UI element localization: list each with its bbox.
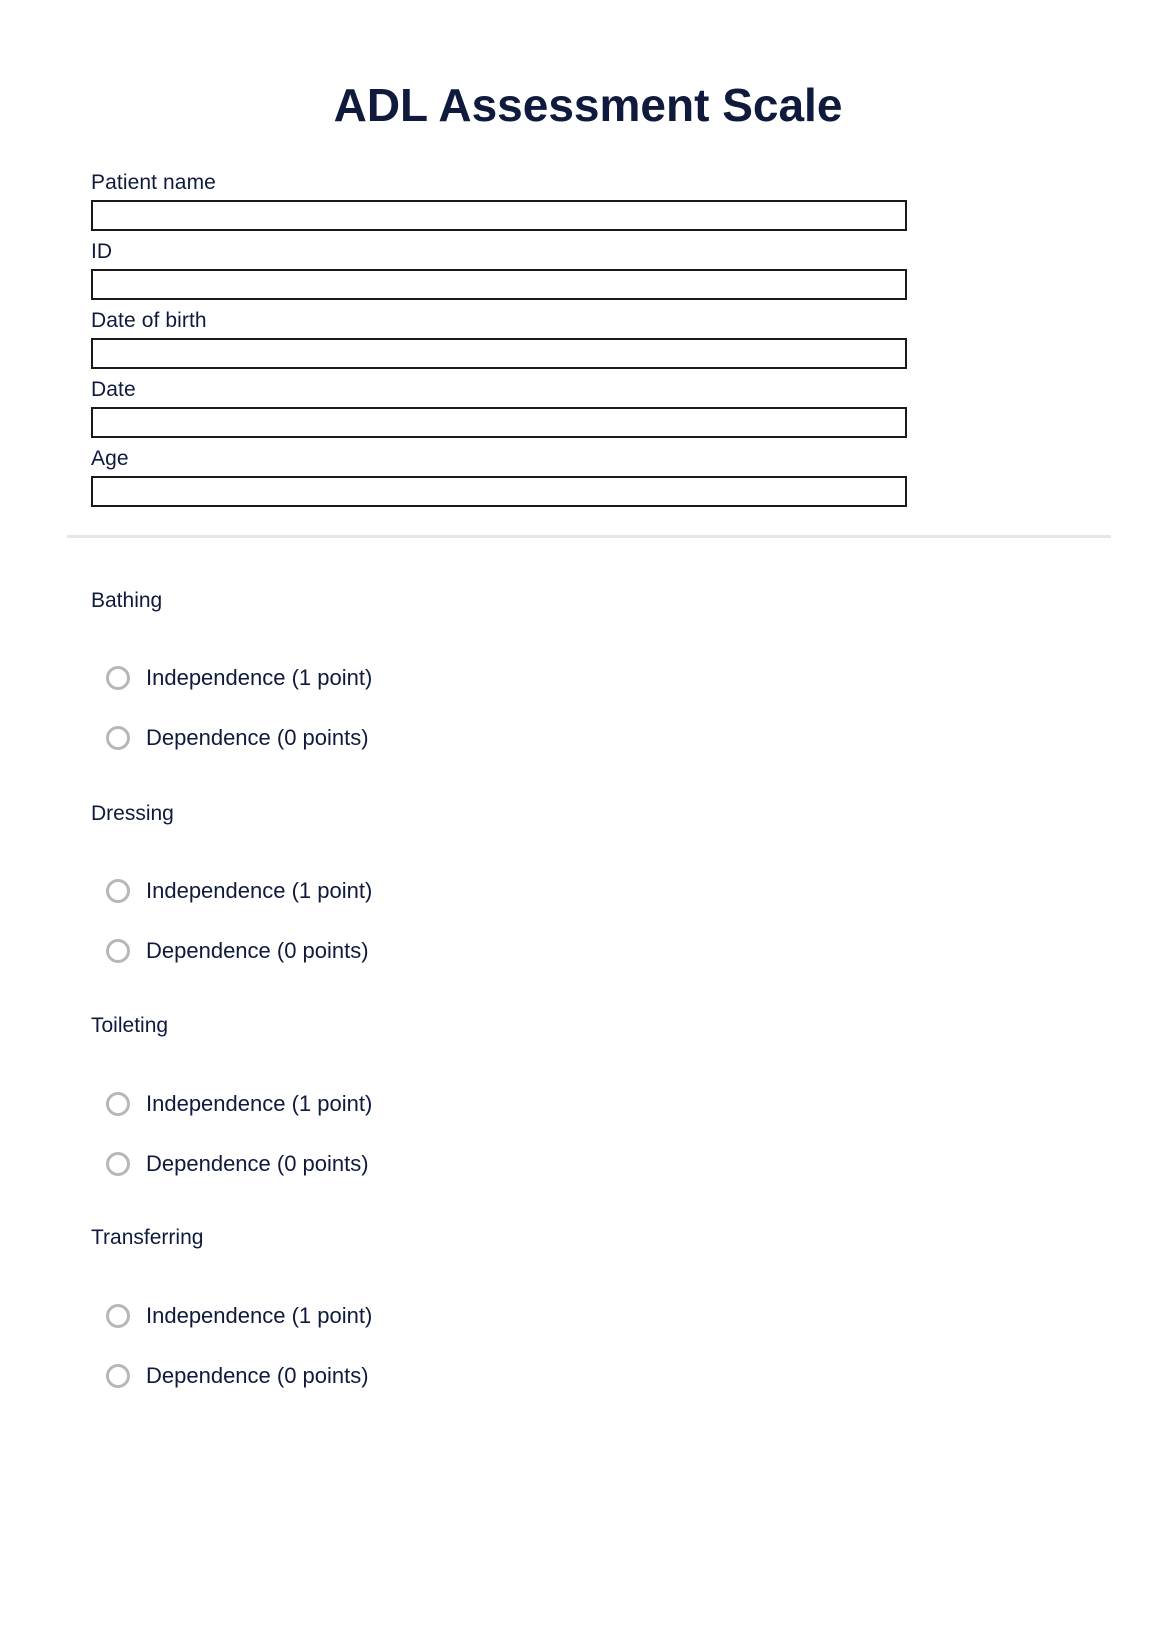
date-of-birth-label: Date of birth	[91, 309, 207, 332]
patient-name-field	[91, 171, 907, 231]
section-title-transferring: Transferring	[91, 1226, 204, 1249]
date-input[interactable]	[91, 407, 907, 438]
option-label: Dependence (0 points)	[146, 1151, 369, 1176]
option-label: Dependence (0 points)	[146, 938, 369, 963]
date-field	[91, 378, 907, 438]
option-label: Independence (1 point)	[146, 665, 373, 690]
radio-button[interactable]	[106, 879, 130, 903]
date-of-birth-input[interactable]	[91, 338, 907, 369]
toileting-dependence-option[interactable]	[106, 1148, 369, 1180]
section-title-bathing: Bathing	[91, 589, 163, 612]
id-input[interactable]	[91, 269, 907, 300]
radio-button[interactable]	[106, 1092, 130, 1116]
radio-button[interactable]	[106, 1152, 130, 1176]
option-label: Dependence (0 points)	[146, 1363, 369, 1388]
transferring-dependence-option[interactable]	[106, 1360, 369, 1392]
radio-button[interactable]	[106, 666, 130, 690]
bathing-dependence-option[interactable]	[106, 722, 369, 754]
section-toileting	[91, 1013, 791, 1176]
age-input[interactable]	[91, 476, 907, 507]
section-bathing	[91, 588, 791, 750]
section-dressing	[91, 801, 791, 963]
radio-button[interactable]	[106, 726, 130, 750]
option-label: Independence (1 point)	[146, 1303, 373, 1328]
section-divider	[67, 535, 1111, 538]
transferring-independence-option[interactable]	[106, 1300, 372, 1332]
id-label: ID	[91, 240, 113, 263]
section-title-dressing: Dressing	[91, 802, 174, 825]
dressing-independence-option[interactable]	[106, 875, 372, 907]
radio-button[interactable]	[106, 939, 130, 963]
option-label: Independence (1 point)	[146, 1091, 373, 1116]
patient-name-input[interactable]	[91, 200, 907, 231]
id-field	[91, 240, 907, 300]
patient-name-label: Patient name	[91, 171, 216, 194]
dressing-dependence-option[interactable]	[106, 935, 369, 967]
age-label: Age	[91, 447, 129, 470]
section-transferring	[91, 1225, 791, 1388]
page-title: ADL Assessment Scale	[333, 79, 843, 131]
radio-button[interactable]	[106, 1304, 130, 1328]
radio-button[interactable]	[106, 1364, 130, 1388]
toileting-independence-option[interactable]	[106, 1088, 372, 1120]
section-title-toileting: Toileting	[91, 1014, 169, 1037]
option-label: Independence (1 point)	[146, 878, 373, 903]
date-of-birth-field	[91, 309, 907, 369]
option-label: Dependence (0 points)	[146, 725, 369, 750]
bathing-independence-option[interactable]	[106, 662, 372, 694]
age-field	[91, 447, 907, 507]
date-label: Date	[91, 378, 136, 401]
